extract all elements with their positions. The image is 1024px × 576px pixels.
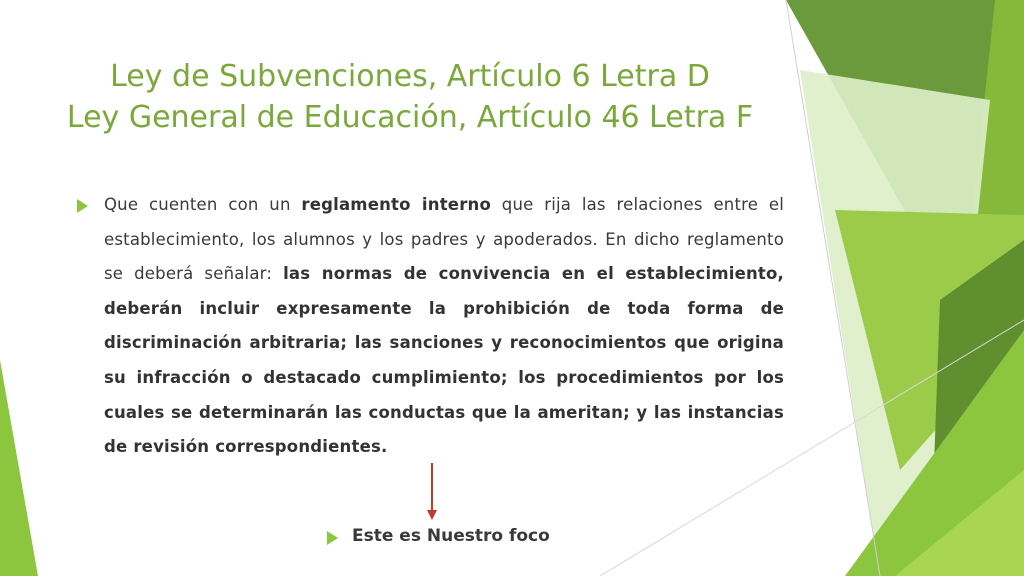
- left-facet: [0, 360, 38, 576]
- bullet-bold-2: las normas de convivencia en el establecimiento, deberán incluir expresamente la prohibición de toda forma de discriminación arbitraria; las sanciones y reconocimientos que origina su infracción o destacado cumplimiento; los procedimientos por los cuales se determinarán las conductas que la ameritan; y las instancias de revisión correspondientes.: [104, 264, 784, 457]
- bullet-bold-1: reglamento interno: [301, 195, 492, 214]
- title-line-1: Ley de Subvenciones, Artículo 6 Letra D: [110, 59, 710, 94]
- bullet-arrow-icon: [327, 531, 338, 545]
- bullet-text: [104, 188, 784, 465]
- title-line-2: Ley General de Educación, Artículo 46 Letra F: [66, 100, 754, 135]
- bullet-arrow-icon: [77, 199, 88, 213]
- down-arrow-icon: [423, 462, 441, 522]
- bullet-intro: Que cuenten con un: [104, 195, 302, 214]
- focus-label: Este es Nuestro foco: [352, 526, 550, 546]
- slide-title: [40, 56, 780, 138]
- bullet-middle: que rija las relaciones entre el establecimiento, los alumnos y los padres y apoderados. En dicho reglamento se deberá señalar:: [104, 195, 784, 284]
